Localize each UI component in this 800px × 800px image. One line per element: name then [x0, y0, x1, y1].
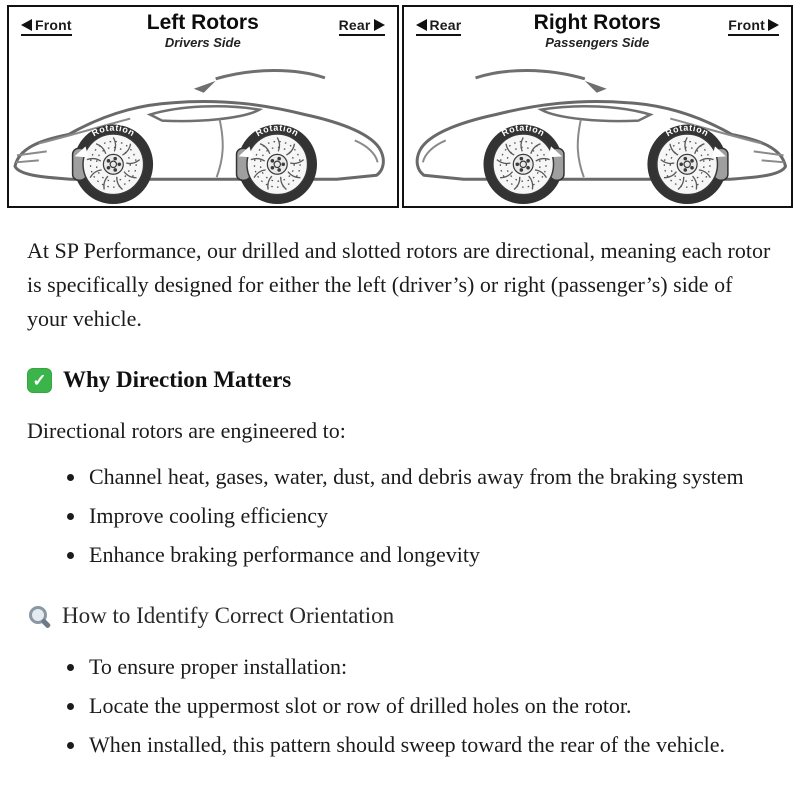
rear-direction-label: [339, 17, 385, 36]
section-heading-identify-orientation: [27, 598, 773, 634]
rotation-label: Rotation: [90, 122, 137, 139]
panel-title: Right Rotors: [533, 11, 661, 34]
rear-direction-label: [416, 17, 462, 36]
right-panel-header: [404, 7, 792, 59]
arrow-right-icon: [768, 19, 779, 31]
list-item: • Locate the uppermost slot or row of drilled holes on the rotor.: [87, 689, 773, 723]
orientation-steps-list: [27, 650, 773, 762]
list-item: • Improve cooling efficiency: [87, 499, 773, 533]
right-rotors-panel: [402, 5, 794, 208]
benefits-list: [27, 460, 773, 572]
magnifier-icon: [27, 604, 51, 628]
panel-subtitle: Drivers Side: [164, 35, 241, 50]
front-label: Front: [35, 17, 72, 33]
left-panel-header: [9, 7, 397, 59]
right-panel-title-block: [534, 11, 661, 50]
list-item: • Enhance braking performance and longevity: [87, 538, 773, 572]
list-item: • Channel heat, gases, water, dust, and debris away from the braking system: [87, 460, 773, 494]
list-item: • When installed, this pattern should sweep toward the rear of the vehicle.: [87, 728, 773, 762]
rear-label: Rear: [429, 17, 462, 33]
arrow-left-icon: [416, 19, 427, 31]
article-body: [0, 212, 800, 790]
section-lead: Directional rotors are engineered to:: [27, 417, 346, 443]
rotation-label: Rotation: [253, 122, 301, 139]
rear-label: Rear: [338, 17, 371, 33]
rotation-label: Rotation: [499, 122, 547, 139]
section-heading-direction-matters: [27, 362, 773, 398]
section-title: How to Identify Correct Orientation: [62, 603, 395, 629]
arrow-right-icon: [374, 19, 385, 31]
left-rotors-panel: [7, 5, 399, 208]
rotor-direction-diagram: [0, 0, 800, 212]
right-car-illustration: [404, 57, 792, 206]
panel-title: Left Rotors: [146, 11, 259, 34]
left-car-illustration: [9, 57, 397, 206]
list-item: • To ensure proper installation:: [87, 650, 773, 684]
section-title: Why Direction Matters: [63, 367, 292, 393]
intro-paragraph: At SP Performance, our drilled and slotted rotors are directional, meaning each rotor is specifically designed for either the left (driver’s) or right (passenger’s) side of your vehicle.: [27, 238, 771, 332]
arrow-left-icon: [21, 19, 32, 31]
left-panel-title-block: [147, 11, 259, 50]
panel-subtitle: Passengers Side: [545, 35, 650, 50]
front-label: Front: [728, 17, 765, 33]
rotation-label: Rotation: [663, 122, 711, 139]
front-direction-label: [728, 17, 779, 36]
check-icon: [27, 368, 52, 393]
front-direction-label: [21, 17, 72, 36]
